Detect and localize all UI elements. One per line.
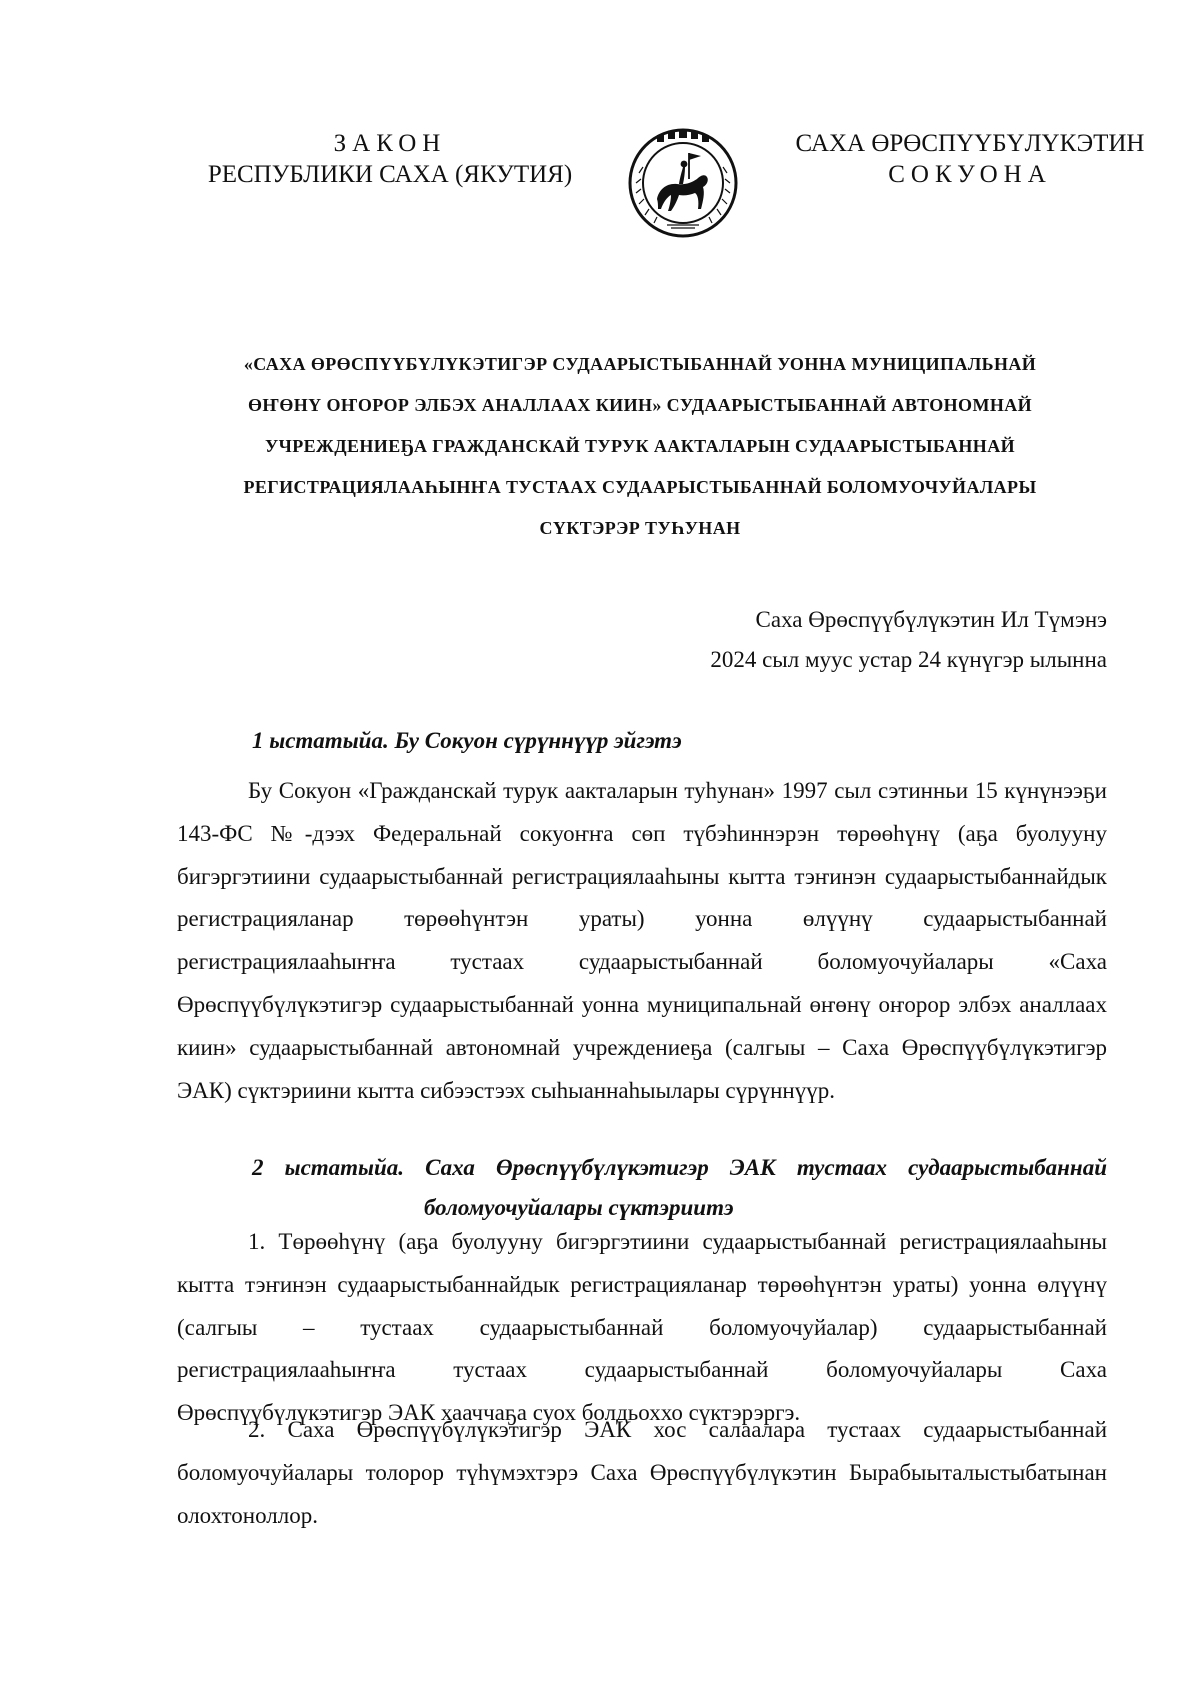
article-2-point-2 — [177, 1409, 1107, 1537]
article-2-point-1 — [177, 1221, 1107, 1435]
republic-name-sakha: САХА ӨРӨСПҮҮБҮЛҮКЭТИН — [795, 130, 1145, 157]
title-line: СҮКТЭРЭР ТУҺУНАН — [539, 518, 741, 538]
title-line: «САХА ӨРӨСПҮҮБҮЛҮКЭТИГЭР СУДААРЫСТЫБАННАЙ УОННА МУНИЦИПАЛЬНАЙ — [243, 354, 1037, 374]
article-2-point-2-text: 2. Саха Өрөспүүбүлүкэтигэр ЭАК хос салаалара тустаах судаарыстыбаннай боломуочуйалары толорор түһүмэхтэрэ Саха Өрөспүүбүлүкэтин Бырабыыталыстыбатынан олохтоноллор. — [177, 1417, 1107, 1528]
article-2-point-1-text: 1. Төрөөһүнү (аҕа буолууну бигэргэтиини судаарыстыбаннай регистрациялааһыны кытта тэҥинэн судаарыстыбаннайдык регистрацияланар төрөөһүнтэн ураты) уонна өлүүнү (салгыы – тустаах судаарыстыбаннай боломуочуйалар) судаарыстыбаннай регистрациялааһыҥҥа тустаах судаарыстыбаннай боломуочуйалары Саха Өрөспүүбүлүкэтигэр ЭАК хааччаҕа суох болдьоххо сүктэрэргэ. — [177, 1229, 1107, 1426]
article-1-heading: 1 ыстатыйа. Бу Сокуон сүрүннүүр эйгэтэ — [252, 728, 682, 753]
adoption-date: 2024 сыл муус устар 24 күнүгэр ылынна — [710, 647, 1107, 672]
article-2-heading — [252, 1148, 1107, 1228]
header-russian — [190, 128, 590, 190]
law-title — [180, 344, 1100, 549]
title-line: РЕГИСТРАЦИЯЛААҺЫНҤА ТУСТААХ СУДААРЫСТЫБАННАЙ БОЛОМУОЧУЙАЛАРЫ — [243, 477, 1037, 497]
title-line: УЧРЕЖДЕНИЕҔА ГРАЖДАНСКАЙ ТУРУК ААКТАЛАРЫН СУДААРЫСТЫБАННАЙ — [265, 436, 1015, 456]
article-2-heading-line1: 2 ыстатыйа. Саха Өрөспүүбүлүкэтигэр ЭАК тустаах судаарыстыбаннай — [252, 1155, 1107, 1180]
article-2-heading-line2: боломуочуйалары сүктэриитэ — [424, 1195, 734, 1220]
adoption-block — [710, 600, 1107, 680]
law-label-sakha: СОКУОНА — [888, 161, 1052, 188]
republic-name-ru: РЕСПУБЛИКИ САХА (ЯКУТИЯ) — [207, 161, 573, 188]
coat-of-arms-icon — [627, 127, 739, 239]
article-1-text — [177, 770, 1107, 1112]
adopting-body: Саха Өрөспүүбүлүкэтин Ил Түмэнэ — [755, 607, 1107, 632]
header-sakha — [780, 128, 1160, 190]
article-1-paragraph: Бу Сокуон «Гражданскай турук аакталарын туһунан» 1997 сыл сэтинньи 15 күнүнээҕи 143-ФС №-дээх Федеральнай сокуоҥҥа сөп түбэһиннэрэн төрөөһүнү (аҕа буолууну бигэргэтиини судаарыстыбаннай регистрациялааһыны кытта тэҥинэн судаарыстыбаннайдык регистрацияланар төрөөһүнтэн ураты) уонна өлүүнү судаарыстыбаннай регистрациялааһыҥҥа тустаах судаарыстыбаннай боломуочуйалары «Саха Өрөспүүбүлүкэтигэр судаарыстыбаннай уонна муниципальнай өҥөнү оҥорор элбэх аналлаах киин» судаарыстыбаннай автономнай учреждениеҕа (салгыы – Саха Өрөспүүбүлүкэтигэр ЭАК) сүктэриини кытта сибээстээх сыһыаннаһыылары сүрүннүүр. — [177, 778, 1107, 1103]
title-line: ӨҤӨНҮ ОҤОРОР ЭЛБЭХ АНАЛЛААХ КИИН» СУДААРЫСТЫБАННАЙ АВТОНОМНАЙ — [247, 395, 1033, 415]
law-label-ru: ЗАКОН — [333, 130, 447, 157]
